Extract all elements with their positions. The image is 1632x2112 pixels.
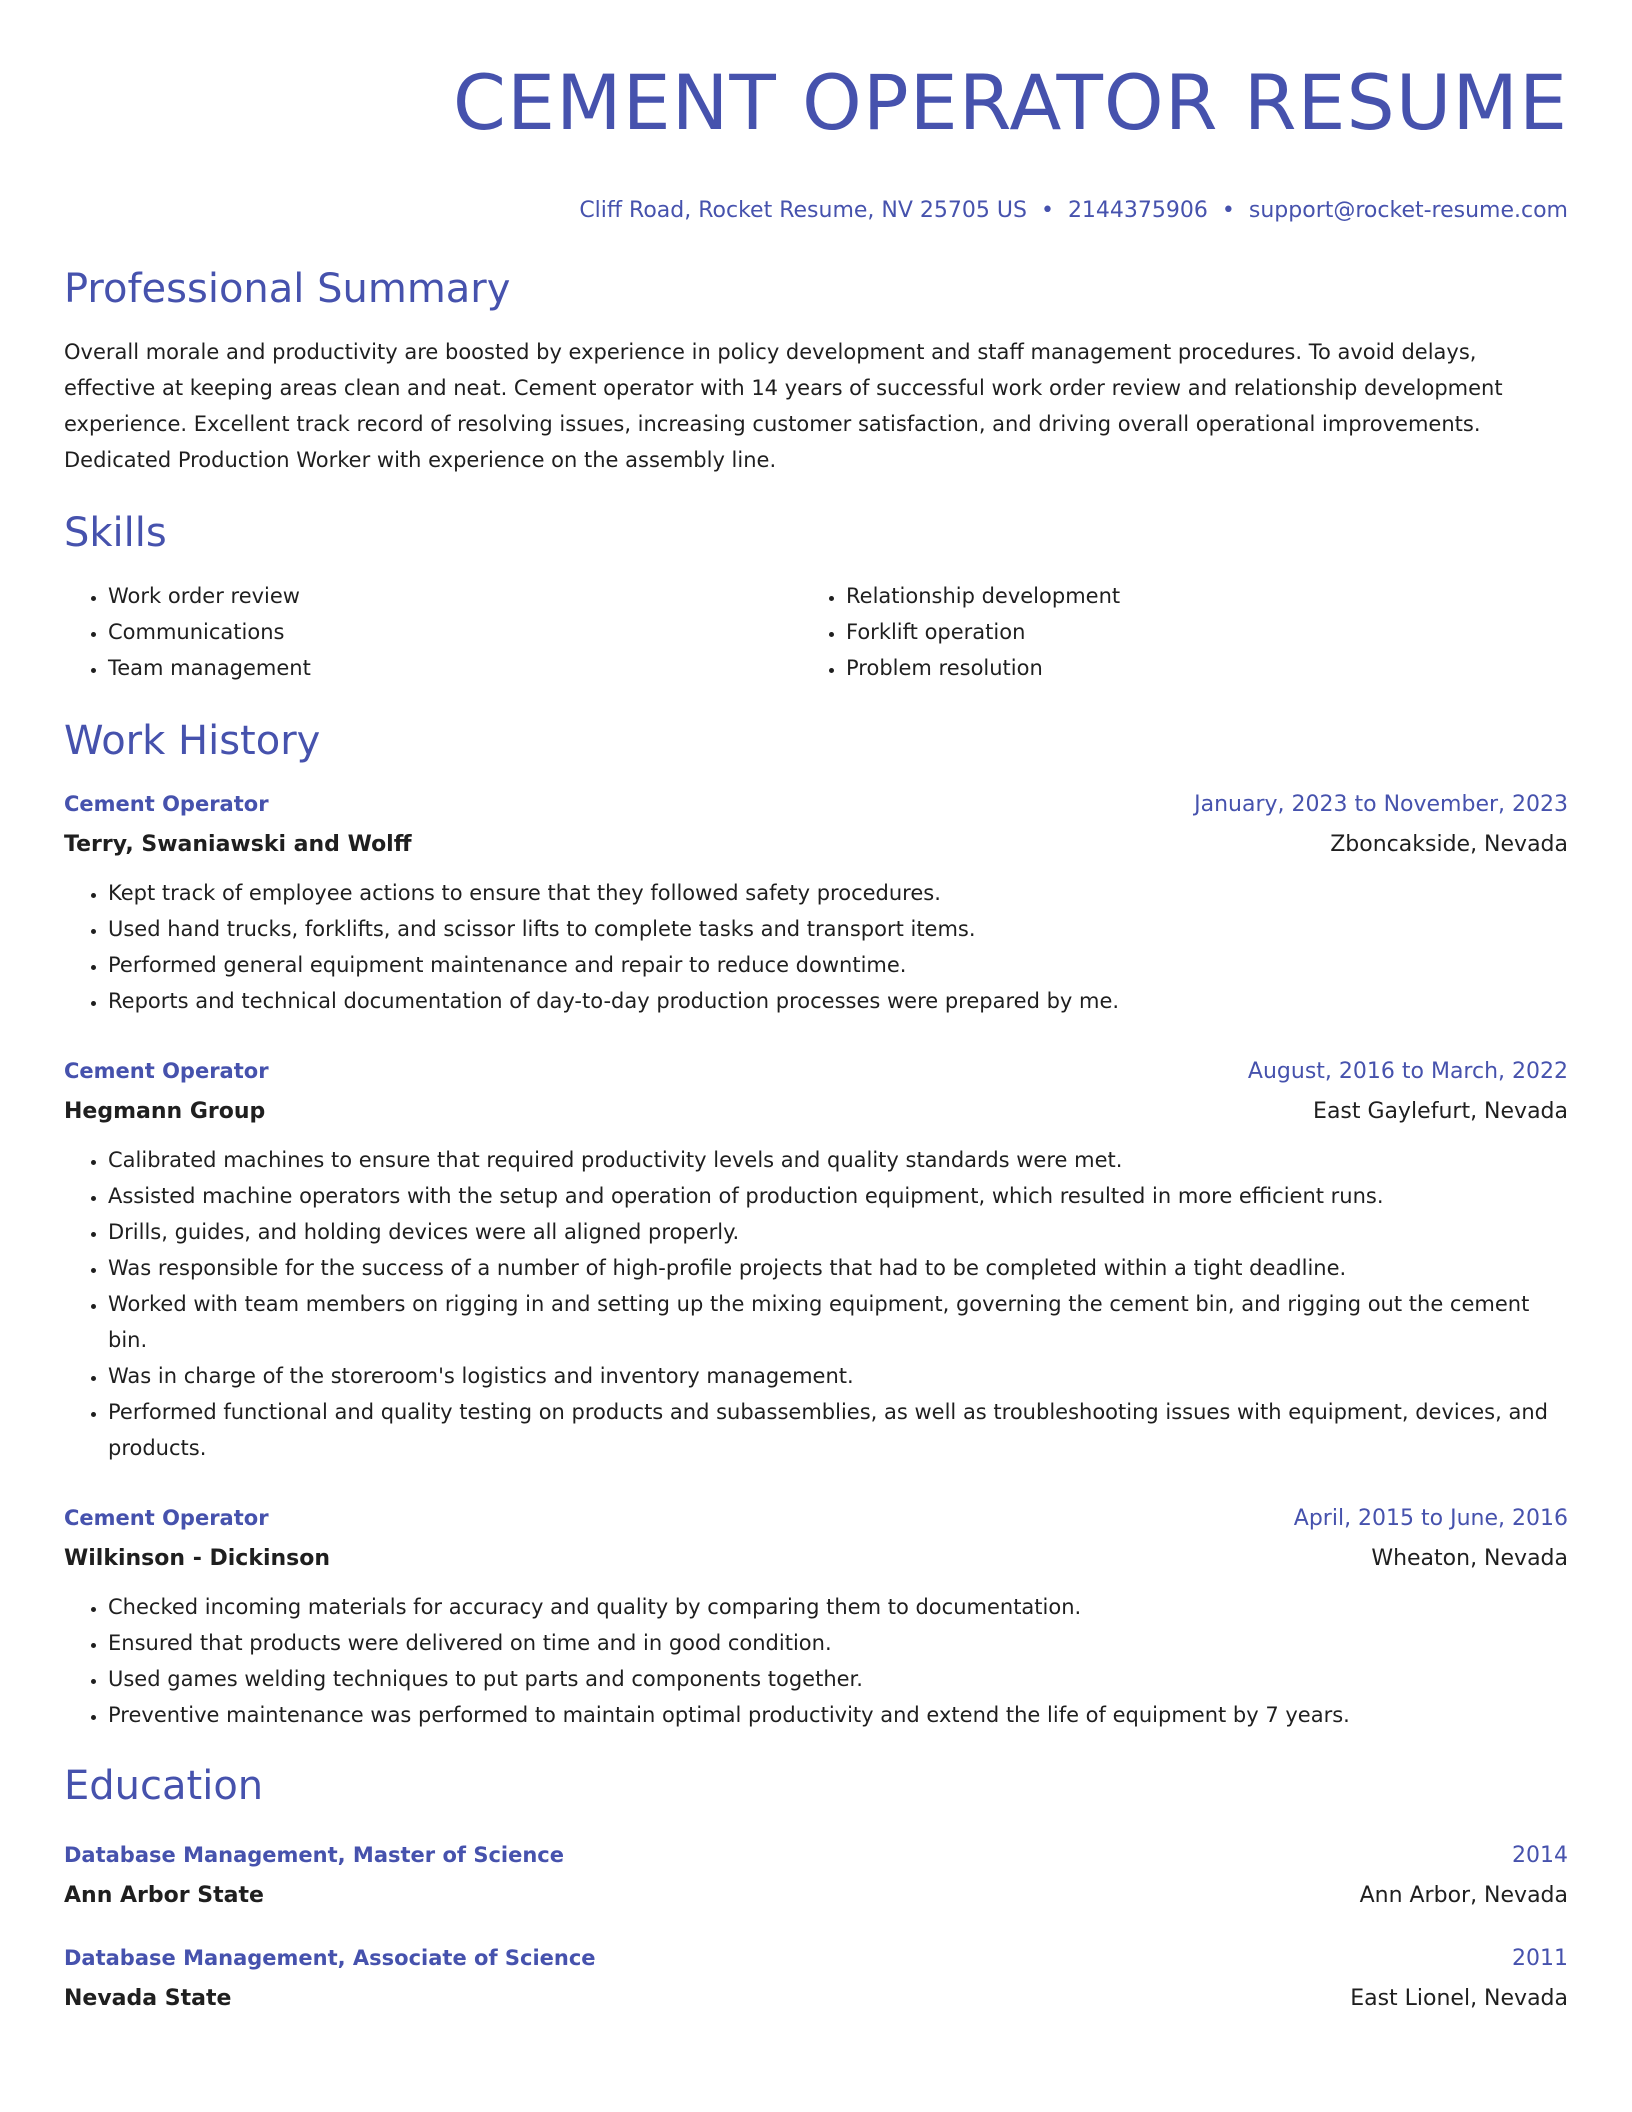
job-header: [64, 1053, 1568, 1090]
education-degree: Database Management, Associate of Science: [64, 1946, 596, 1970]
job-bullets: [64, 1589, 1568, 1733]
skills-list: [64, 578, 802, 686]
job-dates: April, 2015 to June, 2016: [1293, 1506, 1568, 1531]
job-dates: January, 2023 to November, 2023: [1194, 792, 1568, 817]
job-entry: [64, 1500, 1568, 1733]
education-year: 2014: [1512, 1843, 1568, 1868]
resume-header: [64, 48, 1568, 226]
job-bullet: • Ensured that products were delivered on time and in good condition.: [108, 1625, 1568, 1661]
summary-heading: Professional Summary: [64, 266, 511, 312]
education-location: East Lionel, Nevada: [1350, 1986, 1568, 2011]
job-bullet: • Used hand trucks, forklifts, and scissor lifts to complete tasks and transport items.: [108, 911, 1568, 947]
job-location: East Gaylefurt, Nevada: [1313, 1099, 1568, 1124]
job-bullet: • Worked with team members on rigging in and setting up the mixing equipment, governing the cement bin, and rigging out the cement bin.: [108, 1286, 1568, 1358]
job-bullets: [64, 875, 1568, 1019]
education-header: [64, 1940, 1568, 1977]
work-history-heading: Work History: [64, 718, 321, 764]
job-bullets: [64, 1142, 1568, 1466]
job-bullet: • Reports and technical documentation of day-to-day production processes were prepared by me.: [108, 983, 1568, 1019]
education-entry: [64, 1837, 1568, 1914]
skill-item: • Problem resolution: [846, 650, 1540, 686]
job-subheader: [64, 827, 1568, 863]
job-entry: [64, 786, 1568, 1019]
resume-title: CEMENT OPERATOR RESUME: [452, 58, 1568, 147]
job-bullet: • Assisted machine operators with the setup and operation of production equipment, which resulted in more efficient runs.: [108, 1178, 1568, 1214]
education-school: Ann Arbor State: [64, 1883, 264, 1908]
education-heading: Education: [64, 1763, 264, 1809]
contact-separator: •: [1040, 198, 1054, 223]
job-role: Cement Operator: [64, 1506, 269, 1530]
skills-column-left: [64, 578, 802, 686]
job-header: [64, 1500, 1568, 1537]
job-subheader: [64, 1541, 1568, 1577]
education-year: 2011: [1512, 1946, 1568, 1971]
job-bullet: • Was responsible for the success of a number of high-profile projects that had to be completed within a tight deadline.: [108, 1250, 1568, 1286]
education-school: Nevada State: [64, 1986, 232, 2011]
job-bullet: • Preventive maintenance was performed to maintain optimal productivity and extend the life of equipment by 7 years.: [108, 1697, 1568, 1733]
education-subheader: [64, 1878, 1568, 1914]
skills-list: [802, 578, 1540, 686]
job-bullet: • Was in charge of the storeroom's logistics and inventory management.: [108, 1358, 1568, 1394]
contact-email: support@rocket-resume.com: [1248, 198, 1568, 223]
summary-text: Overall morale and productivity are boosted by experience in policy development and staff management procedures. To avoid delays, effective at keeping areas clean and neat. Cement operator with 14 years of successful work order review and relationship development experience. Excellent track record of resolving issues, increasing customer satisfaction, and driving overall operational improvements. Dedicated Production Worker with experience on the assembly line.: [64, 340, 1503, 472]
job-company: Wilkinson - Dickinson: [64, 1546, 331, 1571]
education-subheader: [64, 1981, 1568, 2017]
job-location: Wheaton, Nevada: [1371, 1546, 1568, 1571]
education-location: Ann Arbor, Nevada: [1359, 1883, 1568, 1908]
skill-item: • Forklift operation: [846, 614, 1540, 650]
skill-item: • Work order review: [108, 578, 802, 614]
skills-column-right: [802, 578, 1540, 686]
job-location: Zboncakside, Nevada: [1330, 832, 1568, 857]
job-header: [64, 786, 1568, 823]
contact-line: [64, 196, 1568, 226]
job-bullet: • Calibrated machines to ensure that required productivity levels and quality standards were met.: [108, 1142, 1568, 1178]
job-bullet: • Performed functional and quality testing on products and subassemblies, as well as troubleshooting issues with equipment, devices, and products.: [108, 1394, 1568, 1466]
job-bullet: • Performed general equipment maintenance and repair to reduce downtime.: [108, 947, 1568, 983]
contact-address: Cliff Road, Rocket Resume, NV 25705 US: [579, 198, 1027, 223]
job-role: Cement Operator: [64, 1059, 269, 1083]
skill-item: • Team management: [108, 650, 802, 686]
skill-item: • Communications: [108, 614, 802, 650]
contact-phone: 2144375906: [1067, 198, 1208, 223]
job-dates: August, 2016 to March, 2022: [1247, 1059, 1568, 1084]
education-entry: [64, 1940, 1568, 2017]
job-bullet: • Drills, guides, and holding devices were all aligned properly.: [108, 1214, 1568, 1250]
job-subheader: [64, 1094, 1568, 1130]
job-role: Cement Operator: [64, 792, 269, 816]
job-bullet: • Kept track of employee actions to ensure that they followed safety procedures.: [108, 875, 1568, 911]
skills-grid: [64, 578, 1568, 686]
skill-item: • Relationship development: [846, 578, 1540, 614]
job-bullet: • Used games welding techniques to put parts and components together.: [108, 1661, 1568, 1697]
education-degree: Database Management, Master of Science: [64, 1843, 564, 1867]
job-company: Hegmann Group: [64, 1099, 266, 1124]
skills-heading: Skills: [64, 510, 167, 556]
education-header: [64, 1837, 1568, 1874]
job-entry: [64, 1053, 1568, 1466]
job-bullet: • Checked incoming materials for accuracy and quality by comparing them to documentation.: [108, 1589, 1568, 1625]
job-company: Terry, Swaniawski and Wolff: [64, 832, 412, 857]
contact-separator: •: [1221, 198, 1235, 223]
